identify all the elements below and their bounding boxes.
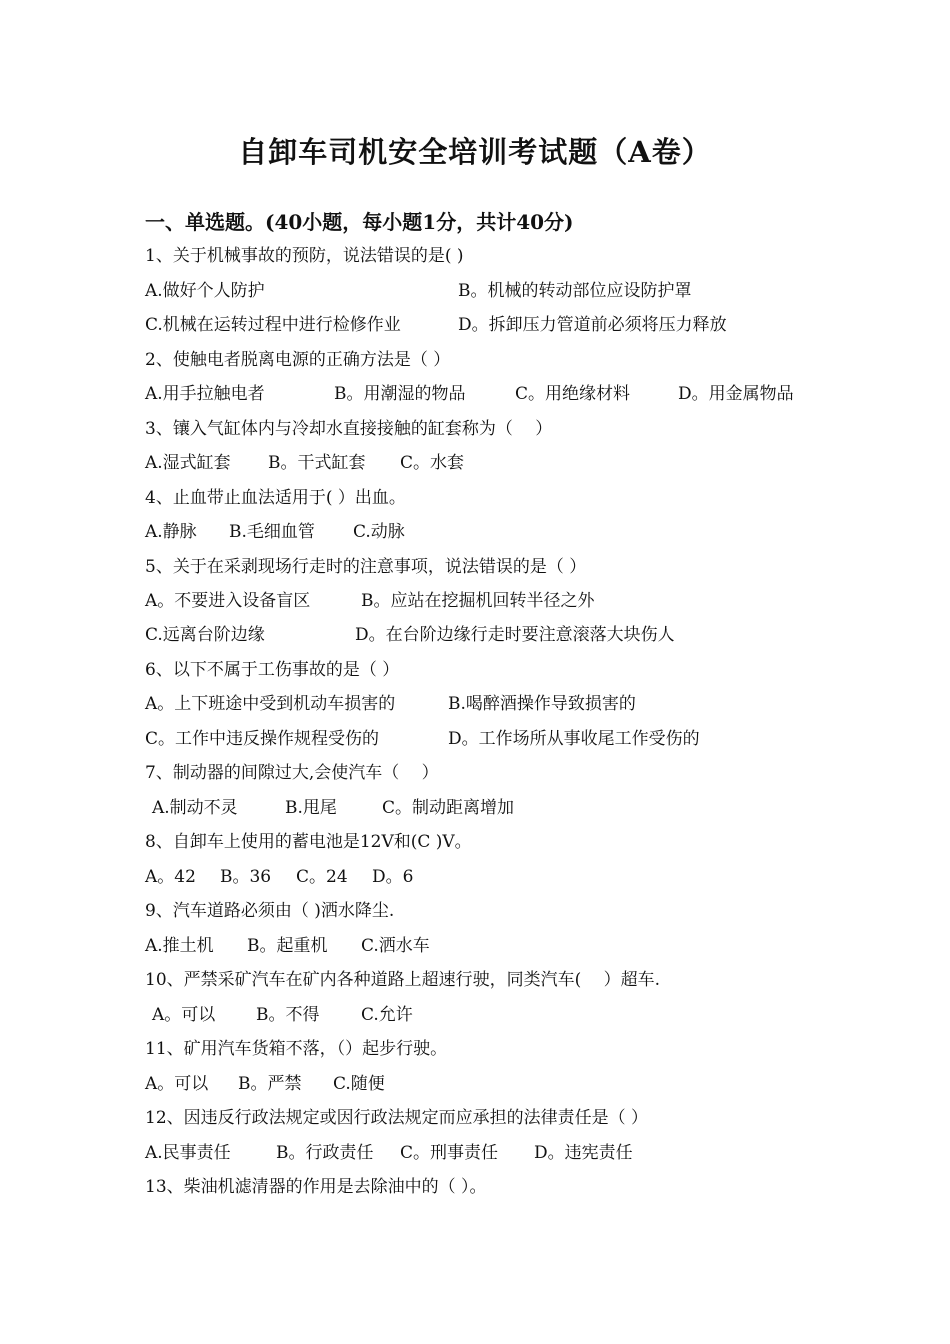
option-q9-a: A.推土机 — [145, 936, 214, 956]
option-q1-b: B。机械的转动部位应设防护罩 — [458, 281, 692, 301]
option-q5-d: D。在台阶边缘行走时要注意滚落大块伤人 — [355, 625, 675, 645]
option-q4-a: A.静脉 — [145, 522, 197, 542]
question-8: 8、自卸车上使用的蓄电池是12V和(C )V。 — [145, 832, 472, 852]
option-q5-b: B。应站在挖掘机回转半径之外 — [361, 591, 595, 611]
option-q2-b: B。用潮湿的物品 — [334, 384, 466, 404]
option-q10-b: B。不得 — [256, 1005, 320, 1025]
exam-title: 自卸车司机安全培训考试题（A卷） — [238, 135, 712, 169]
option-q8-d: D。6 — [372, 867, 414, 887]
option-q12-b: B。行政责任 — [276, 1143, 374, 1163]
option-q11-a: A。可以 — [145, 1074, 209, 1094]
option-q12-a: A.民事责任 — [145, 1143, 231, 1163]
question-7: 7、制动器的间隙过大,会使汽车（ ） — [145, 763, 439, 783]
option-q3-c: C。水套 — [400, 453, 465, 473]
option-q4-b: B.毛细血管 — [229, 522, 315, 542]
option-q11-b: B。严禁 — [238, 1074, 302, 1094]
question-3: 3、镶入气缸体内与冷却水直接接触的缸套称为（ ） — [145, 419, 553, 439]
option-q2-c: C。用绝缘材料 — [515, 384, 631, 404]
option-q3-b: B。干式缸套 — [268, 453, 366, 473]
option-q2-d: D。用金属物品 — [678, 384, 794, 404]
question-4: 4、止血带止血法适用于( ）出血。 — [145, 488, 406, 508]
option-q9-b: B。起重机 — [247, 936, 328, 956]
option-q10-a: A。可以 — [152, 1005, 216, 1025]
question-9: 9、汽车道路必须由（ )洒水降尘. — [145, 901, 395, 921]
option-q2-a: A.用手拉触电者 — [145, 384, 265, 404]
question-6: 6、以下不属于工伤事故的是（ ） — [145, 660, 400, 680]
option-q7-c: C。制动距离增加 — [382, 798, 515, 818]
option-q4-c: C.动脉 — [353, 522, 405, 542]
question-11: 11、矿用汽车货箱不落，（）起步行驶。 — [145, 1039, 448, 1059]
option-q1-d: D。拆卸压力管道前必须将压力释放 — [458, 315, 727, 335]
question-13: 13、柴油机滤清器的作用是去除油中的（ ）。 — [145, 1177, 487, 1197]
option-q7-a: A.制动不灵 — [152, 798, 238, 818]
question-10: 10、严禁采矿汽车在矿内各种道路上超速行驶，同类汽车( ）超车. — [145, 970, 661, 990]
option-q6-b: B.喝醉酒操作导致损害的 — [448, 694, 636, 714]
option-q1-a: A.做好个人防护 — [145, 281, 265, 301]
option-q10-c: C.允许 — [361, 1005, 413, 1025]
option-q6-c: C。工作中违反操作规程受伤的 — [145, 729, 380, 749]
option-q5-c: C.远离台阶边缘 — [145, 625, 265, 645]
question-12: 12、因违反行政法规定或因行政法规定而应承担的法律责任是（ ） — [145, 1108, 649, 1128]
option-q1-c: C.机械在运转过程中进行检修作业 — [145, 315, 401, 335]
section-heading: 一、单选题。(40小题，每小题1分，共计40分) — [145, 210, 574, 234]
question-1: 1、关于机械事故的预防，说法错误的是( ) — [145, 246, 464, 266]
option-q7-b: B.甩尾 — [285, 798, 337, 818]
option-q8-a: A。42 — [145, 867, 196, 887]
question-2: 2、使触电者脱离电源的正确方法是（ ） — [145, 350, 451, 370]
option-q8-b: B。36 — [220, 867, 272, 887]
option-q5-a: A。不要进入设备盲区 — [145, 591, 311, 611]
option-q12-d: D。违宪责任 — [534, 1143, 633, 1163]
option-q8-c: C。24 — [296, 867, 348, 887]
option-q11-c: C.随便 — [333, 1074, 385, 1094]
option-q6-d: D。工作场所从事收尾工作受伤的 — [448, 729, 700, 749]
option-q9-c: C.洒水车 — [361, 936, 430, 956]
option-q3-a: A.湿式缸套 — [145, 453, 231, 473]
option-q6-a: A。上下班途中受到机动车损害的 — [145, 694, 396, 714]
question-5: 5、关于在采剥现场行走时的注意事项，说法错误的是（ ） — [145, 557, 587, 577]
option-q12-c: C。刑事责任 — [400, 1143, 499, 1163]
